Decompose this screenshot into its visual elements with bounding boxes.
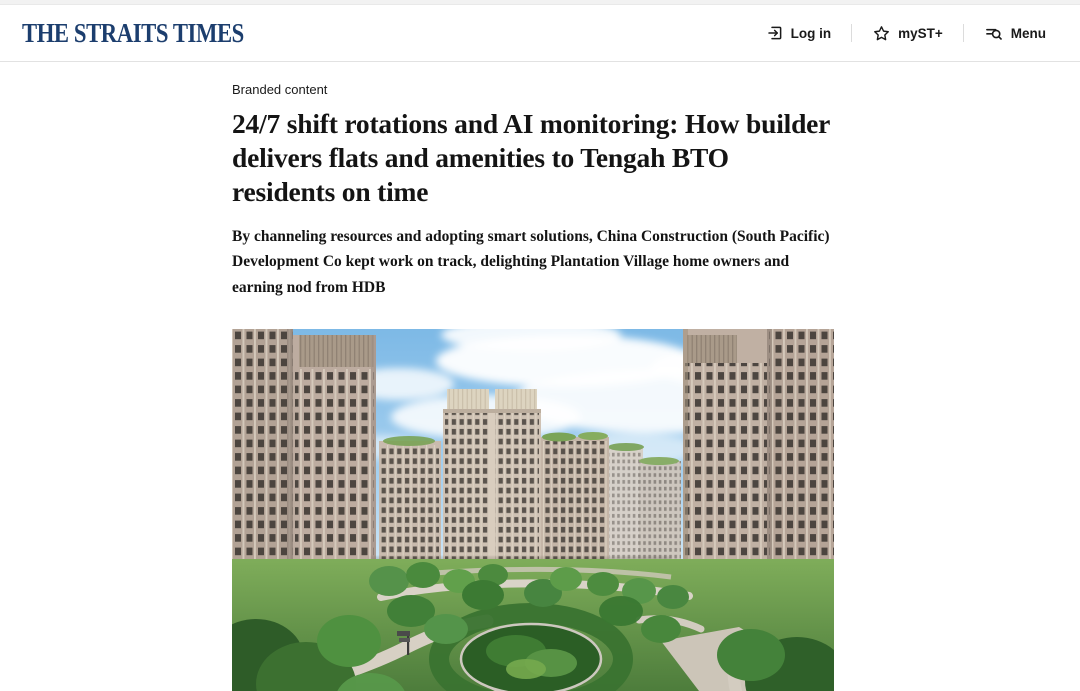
header-divider	[963, 24, 964, 42]
site-header	[0, 5, 1080, 62]
article-headline: 24/7 shift rotations and AI monitoring: How builder delivers flats and amenities to Tengah BTO residents on time	[232, 108, 830, 208]
header-divider	[851, 24, 852, 42]
login-icon	[766, 24, 784, 42]
myst-button[interactable]	[870, 18, 945, 49]
login-button[interactable]	[764, 18, 834, 48]
straits-times-masthead[interactable]: THE STRAITS TIMES	[22, 17, 244, 48]
menu-search-icon	[984, 23, 1004, 43]
hero-image	[232, 329, 834, 691]
star-icon	[872, 24, 891, 43]
article-kicker: Branded content	[232, 82, 328, 97]
myst-label: myST+	[898, 25, 943, 41]
article-standfirst: By channeling resources and adopting smart solutions, China Construction (South Pacific) Development Co kept work on track, delighting Plantation Village home owners and earning nod from HDB	[232, 228, 830, 296]
header-actions	[764, 17, 1048, 49]
menu-label: Menu	[1010, 25, 1046, 41]
menu-button[interactable]	[982, 17, 1048, 49]
login-label: Log in	[790, 25, 832, 41]
article	[232, 62, 834, 691]
